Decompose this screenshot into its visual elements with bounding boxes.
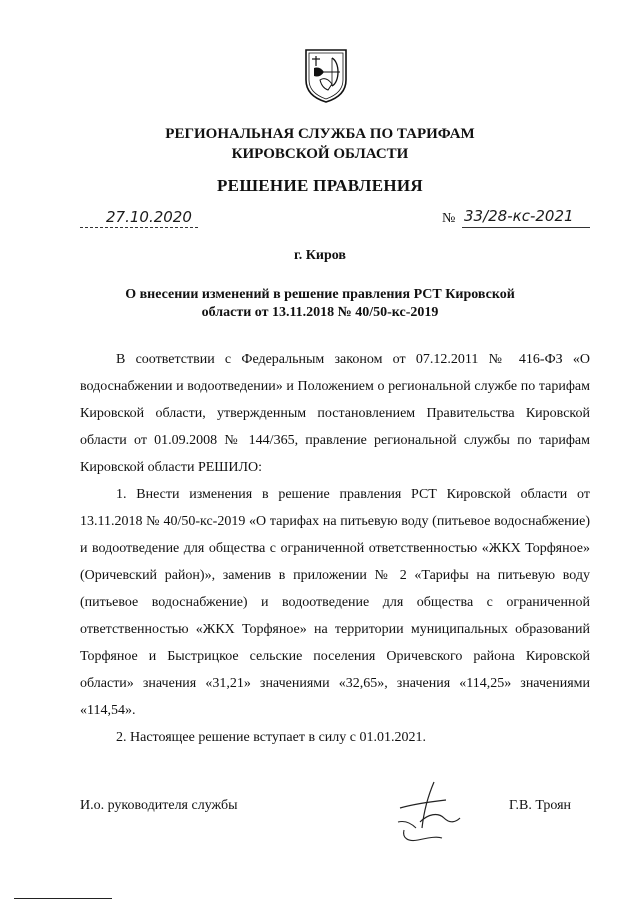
- document-date: [80, 206, 198, 230]
- agency-name: [0, 124, 640, 164]
- handwritten-signature-icon: [394, 778, 474, 848]
- document-subject: [0, 286, 640, 322]
- document-date-value: 27.10.2020: [106, 208, 192, 226]
- signatory-role: И.о. руководителя службы: [80, 798, 238, 813]
- subject-line2: области от 13.11.2018 № 40/50-кс-2019: [201, 305, 439, 320]
- kirov-oblast-crest-icon: [302, 46, 350, 104]
- date-underline: [80, 227, 198, 228]
- document-body: [80, 346, 590, 751]
- agency-name-line1: РЕГИОНАЛЬНАЯ СЛУЖБА ПО ТАРИФАМ: [165, 126, 475, 142]
- number-underline: [462, 227, 590, 228]
- body-paragraph-preamble: В соответствии с Федеральным законом от 07.12.2011 № 416-ФЗ «О водоснабжении и водоотведении» и Положением о региональной службе по тарифам Кировской области, утвержденным постановлением Правительства Кировской области от 01.09.2008 № 144/365, правление региональной службы по тарифам Кировской области РЕШИЛО:: [80, 352, 590, 475]
- document-number: [442, 206, 590, 230]
- body-paragraph-item-2: 2. Настоящее решение вступает в силу с 01.01.2021.: [116, 730, 426, 745]
- subject-line1: О внесении изменений в решение правления РСТ Кировской: [125, 287, 515, 302]
- document-number-value: 33/28-кс-2021: [464, 207, 574, 225]
- number-sign: №: [442, 211, 456, 226]
- footer-rule: [14, 898, 112, 899]
- document-type: РЕШЕНИЕ ПРАВЛЕНИЯ: [217, 176, 423, 195]
- agency-name-line2: КИРОВСКОЙ ОБЛАСТИ: [231, 146, 409, 162]
- signatory-name: Г.В. Троян: [509, 798, 572, 813]
- city: г. Киров: [294, 248, 346, 263]
- body-paragraph-item-1: 1. Внести изменения в решение правления РСТ Кировской области от 13.11.2018 № 40/50-кс-2019 «О тарифах на питьевую воду (питьевое водоснабжение) и водоотведение для общества с ограниченной ответственностью «ЖКХ Торфяное» (Оричевский район)», заменив в приложении № 2 «Тарифы на питьевую воду (питьевое водоснабжение) и водоотведение для общества с ограниченной ответственностью «ЖКХ Торфяное» на территории муниципальных образований Торфяное и Быстрицкое сельские поселения Оричевского района Кировской области» значения «31,21» значениями «32,65», значения «114,25» значениями «114,54».: [80, 487, 590, 718]
